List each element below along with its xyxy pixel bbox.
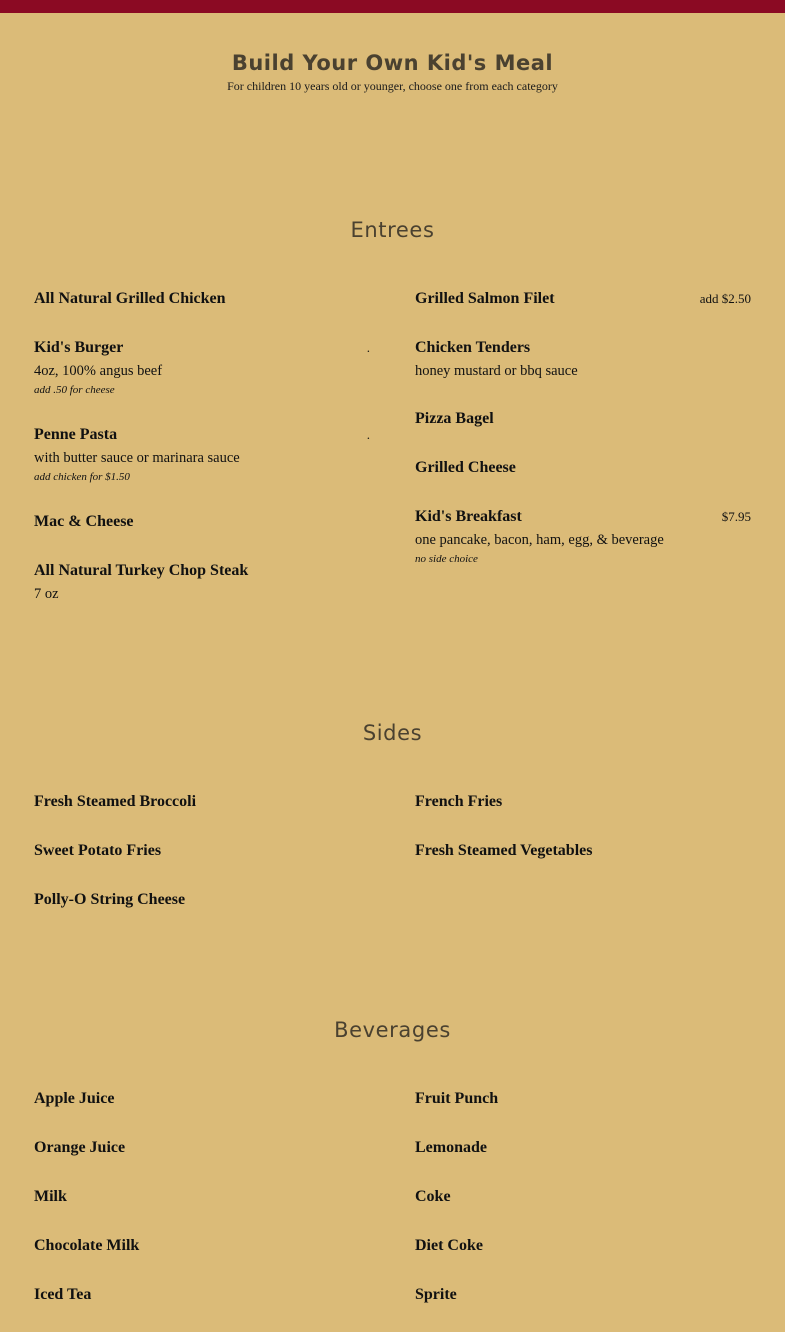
menu-item xyxy=(34,423,370,485)
item-description: 7 oz xyxy=(34,586,59,602)
item-name: Sprite xyxy=(415,1286,457,1303)
item-name: Apple Juice xyxy=(34,1090,115,1107)
menu-header xyxy=(0,48,785,94)
page-title: Build Your Own Kid's Meal xyxy=(231,51,554,75)
menu-item xyxy=(34,1087,370,1111)
menu-item xyxy=(34,287,370,311)
item-name: French Fries xyxy=(415,793,503,810)
entrees-left-column xyxy=(34,287,370,630)
menu-item xyxy=(415,505,751,567)
sides-right-column xyxy=(415,790,751,888)
item-name: Fresh Steamed Broccoli xyxy=(34,793,197,810)
beverages-right-column xyxy=(415,1087,751,1332)
menu-item xyxy=(415,1185,751,1209)
menu-item xyxy=(415,407,751,431)
menu-item xyxy=(415,1087,751,1111)
item-name: Grilled Salmon Filet xyxy=(415,290,555,307)
item-name: Iced Tea xyxy=(34,1286,92,1303)
menu-item xyxy=(34,1234,370,1258)
item-price: $7.95 xyxy=(721,509,751,524)
item-price: . xyxy=(366,427,370,442)
beverages-left-column xyxy=(34,1087,370,1332)
item-name: Grilled Cheese xyxy=(415,459,516,476)
sides-left-column xyxy=(34,790,370,937)
item-name: All Natural Turkey Chop Steak xyxy=(34,562,249,579)
item-price: . xyxy=(366,340,370,355)
menu-item xyxy=(34,1185,370,1209)
item-name: Pizza Bagel xyxy=(415,410,494,427)
menu-item xyxy=(34,559,370,605)
item-description: 4oz, 100% angus beef xyxy=(34,363,163,379)
menu-item xyxy=(34,1283,370,1307)
item-name: Chicken Tenders xyxy=(415,339,531,356)
item-name: All Natural Grilled Chicken xyxy=(34,290,226,307)
item-name: Polly-O String Cheese xyxy=(34,891,186,908)
item-name: Kid's Breakfast xyxy=(415,508,522,525)
item-name: Sweet Potato Fries xyxy=(34,842,162,859)
menu-item xyxy=(415,1234,751,1258)
item-description: with butter sauce or marinara sauce xyxy=(34,450,240,466)
item-name: Fruit Punch xyxy=(415,1090,499,1107)
menu-item xyxy=(34,839,370,863)
entrees-heading: Entrees xyxy=(350,218,435,242)
item-note: add chicken for $1.50 xyxy=(34,471,130,483)
item-price: add $2.50 xyxy=(699,291,751,306)
menu-item xyxy=(415,336,751,382)
item-name: Fresh Steamed Vegetables xyxy=(415,842,593,859)
menu-item xyxy=(415,1283,751,1307)
item-name: Orange Juice xyxy=(34,1139,126,1156)
menu-item xyxy=(34,888,370,912)
menu-item xyxy=(34,336,370,398)
menu-item xyxy=(34,1136,370,1160)
entrees-right-column xyxy=(415,287,751,592)
item-name: Milk xyxy=(34,1188,67,1205)
menu-item xyxy=(415,839,751,863)
item-note: add .50 for cheese xyxy=(34,384,115,396)
beverages-heading: Beverages xyxy=(334,1018,451,1042)
item-name: Chocolate Milk xyxy=(34,1237,140,1254)
item-name: Coke xyxy=(415,1188,451,1205)
menu-item xyxy=(34,510,370,534)
page-subtitle: For children 10 years old or younger, choose one from each category xyxy=(227,79,558,93)
item-note: no side choice xyxy=(415,553,478,565)
menu-item xyxy=(415,287,751,311)
item-name: Kid's Burger xyxy=(34,339,124,356)
item-description: one pancake, bacon, ham, egg, & beverage xyxy=(415,532,664,548)
item-name: Mac & Cheese xyxy=(34,513,134,530)
item-name: Penne Pasta xyxy=(34,426,118,443)
sides-heading: Sides xyxy=(362,721,423,745)
top-accent-bar xyxy=(0,0,785,13)
item-description: honey mustard or bbq sauce xyxy=(415,363,578,379)
menu-item xyxy=(415,456,751,480)
menu-item xyxy=(34,790,370,814)
menu-item xyxy=(415,1136,751,1160)
item-name: Lemonade xyxy=(415,1139,487,1156)
menu-item xyxy=(415,790,751,814)
item-name: Diet Coke xyxy=(415,1237,483,1254)
